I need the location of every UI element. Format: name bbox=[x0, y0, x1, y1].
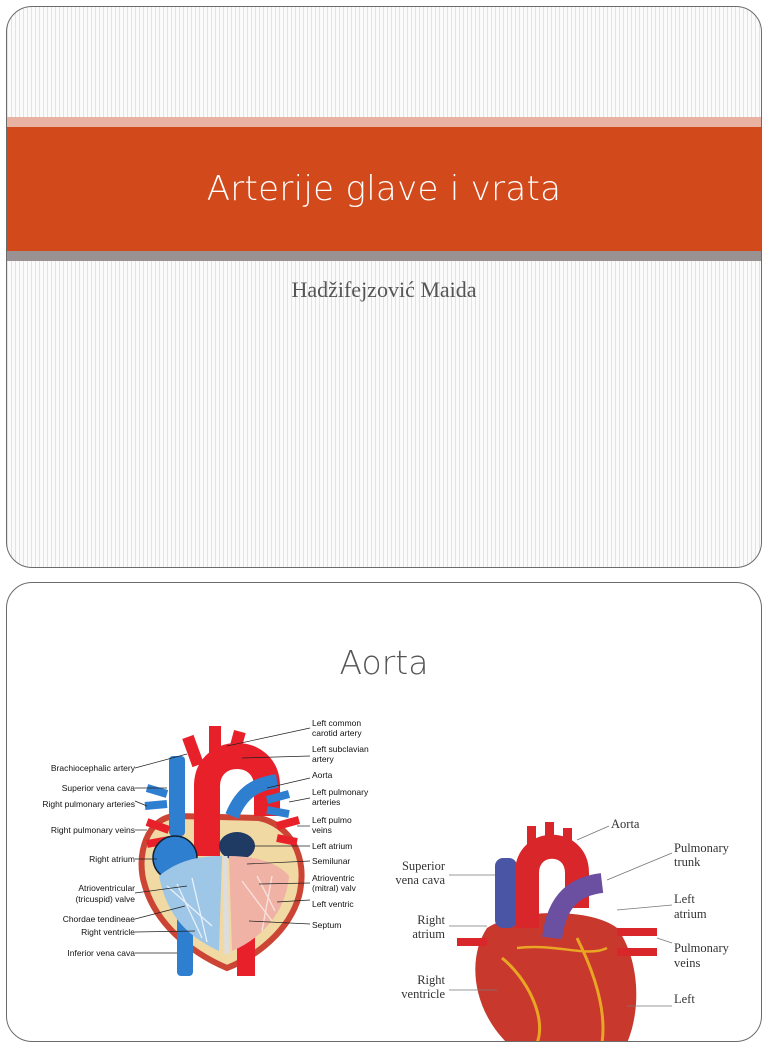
label-left-pulmo: Left pulmo bbox=[312, 815, 352, 825]
label-inferior-vena-cava: Inferior vena cava bbox=[67, 948, 135, 958]
label-semilunar: Semilunar bbox=[312, 856, 351, 866]
label-right-pulmonary-arteries: Right pulmonary arteries bbox=[42, 799, 135, 809]
label-atrium: atrium bbox=[412, 927, 445, 941]
label-arteries: arteries bbox=[312, 797, 341, 807]
label-brachiocephalic-artery: Brachiocephalic artery bbox=[50, 763, 135, 773]
label-right-pulmonary-veins: Right pulmonary veins bbox=[50, 825, 135, 835]
label-aorta: Aorta bbox=[312, 770, 333, 780]
label-carotid-artery: carotid artery bbox=[312, 728, 362, 738]
label-mitral-valv: (mitral) valv bbox=[312, 883, 356, 893]
label-vena-cava: vena cava bbox=[395, 873, 445, 887]
label-left-subclavian: Left subclavian bbox=[312, 744, 369, 754]
label-pulmonary: Pulmonary bbox=[674, 841, 729, 855]
label-left-2: Left bbox=[674, 992, 695, 1006]
label-trunk: trunk bbox=[674, 855, 701, 869]
label-superior-vena-cava: Superior vena cava bbox=[61, 783, 135, 793]
superior-vena-cava bbox=[169, 756, 185, 836]
label-veins: veins bbox=[312, 825, 332, 835]
label-right: Right bbox=[417, 913, 445, 927]
slide-title: Arterije glave i vrata bbox=[206, 169, 562, 209]
slide-title: Aorta bbox=[339, 643, 429, 682]
label-ventricle: ventricle bbox=[401, 987, 445, 1001]
label-pulmonary-2: Pulmonary bbox=[674, 941, 729, 955]
label-artery: artery bbox=[312, 754, 334, 764]
label-atrioventric: Atrioventric bbox=[312, 873, 355, 883]
superior-vena-cava bbox=[495, 858, 517, 928]
label-left-ventric: Left ventric bbox=[312, 899, 354, 909]
label-veins: veins bbox=[674, 956, 701, 970]
label-superior: Superior bbox=[401, 859, 445, 873]
label-septum: Septum bbox=[312, 920, 342, 930]
label-left-atrium: Left atrium bbox=[312, 841, 353, 851]
slide-author: Hadžifejzović Maida bbox=[291, 277, 477, 302]
label-aorta: Aorta bbox=[611, 818, 640, 831]
title-slide bbox=[6, 6, 762, 568]
aorta-slide bbox=[6, 582, 762, 1042]
title-band-bottom-stripe bbox=[7, 251, 761, 261]
label-tricuspid-valve: (tricuspid) valve bbox=[75, 894, 135, 904]
label-left-pulmonary: Left pulmonary bbox=[312, 787, 369, 797]
label-chordae-tendineae: Chordae tendineae bbox=[62, 914, 135, 924]
heart-cross-section-diagram bbox=[27, 706, 377, 986]
label-left: Left bbox=[674, 892, 695, 906]
label-atrioventricular: Atrioventricular bbox=[78, 883, 135, 893]
left-atrium bbox=[219, 832, 255, 860]
label-left-atrium: atrium bbox=[674, 907, 707, 921]
label-right-atrium: Right atrium bbox=[89, 854, 135, 864]
label-left-common: Left common bbox=[312, 718, 362, 728]
title-band-top-stripe bbox=[7, 117, 761, 127]
label-right-2: Right bbox=[417, 973, 445, 987]
label-right-ventricle: Right ventricle bbox=[81, 927, 135, 937]
heart-external-illustration bbox=[377, 818, 762, 1042]
